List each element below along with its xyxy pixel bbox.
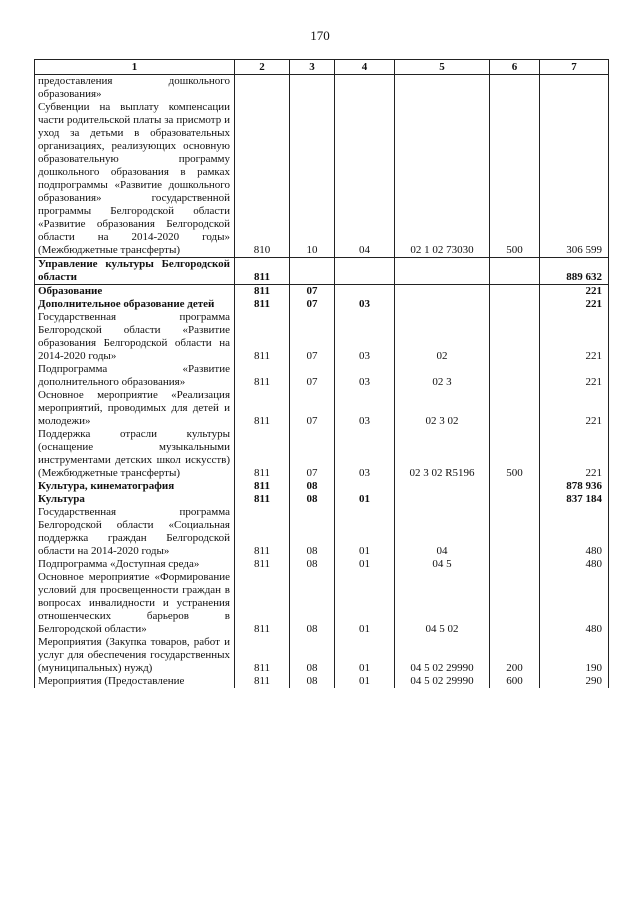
row-name: предоставления дошкольного образования»: [35, 75, 235, 102]
row-col-3: 08: [290, 558, 335, 571]
row-col-4: 03: [335, 298, 395, 311]
row-name: Поддержка отрасли культуры (оснащение музыкальными инструментами детских школ искусств) (Межбюджетные трансферты): [35, 428, 235, 480]
row-col-3: [290, 258, 335, 285]
row-col-7: 221: [540, 363, 609, 389]
table-row: [35, 571, 609, 636]
row-col-7: 306 599: [540, 101, 609, 258]
row-col-3: 07: [290, 298, 335, 311]
table-row: [35, 480, 609, 493]
row-col-3: 07: [290, 311, 335, 363]
row-col-4: 03: [335, 428, 395, 480]
column-header-2: 2: [235, 60, 290, 75]
column-header-1: 1: [35, 60, 235, 75]
budget-table: [34, 59, 609, 688]
row-col-7: 889 632: [540, 258, 609, 285]
row-col-7: 221: [540, 298, 609, 311]
row-col-2: 811: [235, 285, 290, 299]
row-col-6: [490, 558, 540, 571]
row-col-5: 04 5 02 29990: [395, 636, 490, 675]
row-col-4: 01: [335, 558, 395, 571]
row-col-5: 04 5 02: [395, 571, 490, 636]
row-col-5: 04 5 02 29990: [395, 675, 490, 688]
table-row: [35, 101, 609, 258]
row-col-7: 190: [540, 636, 609, 675]
row-col-2: [235, 75, 290, 102]
row-col-3: 07: [290, 389, 335, 428]
row-col-3: 08: [290, 493, 335, 506]
row-col-3: 08: [290, 480, 335, 493]
row-col-7: 480: [540, 558, 609, 571]
row-name: Основное мероприятие «Формирование условий для просвещенности граждан в вопросах инвалидности и устранения отношенческих барьеров в Белгородской области»: [35, 571, 235, 636]
row-col-6: 500: [490, 428, 540, 480]
column-header-6: 6: [490, 60, 540, 75]
row-name: Культура: [35, 493, 235, 506]
row-col-2: 811: [235, 506, 290, 558]
row-name: Дополнительное образование детей: [35, 298, 235, 311]
row-col-5: [395, 298, 490, 311]
row-col-2: 811: [235, 493, 290, 506]
row-col-4: 03: [335, 363, 395, 389]
row-col-4: [335, 285, 395, 299]
row-col-7: 878 936: [540, 480, 609, 493]
row-name: Подпрограмма «Доступная среда»: [35, 558, 235, 571]
row-col-3: [290, 75, 335, 102]
row-col-7: 480: [540, 506, 609, 558]
row-col-4: [335, 258, 395, 285]
row-col-5: [395, 480, 490, 493]
page-number: 170: [310, 28, 330, 43]
row-col-6: [490, 493, 540, 506]
row-col-2: 811: [235, 558, 290, 571]
row-col-6: [490, 298, 540, 311]
row-col-3: 08: [290, 571, 335, 636]
row-col-5: [395, 493, 490, 506]
row-col-6: [490, 75, 540, 102]
row-col-3: 10: [290, 101, 335, 258]
row-col-2: 811: [235, 298, 290, 311]
table-row: [35, 285, 609, 299]
table-row: [35, 493, 609, 506]
row-col-5: [395, 285, 490, 299]
row-col-3: 07: [290, 363, 335, 389]
row-col-6: [490, 311, 540, 363]
table-row: [35, 258, 609, 285]
row-name: Государственная программа Белгородской области «Социальная поддержка граждан Белгородской области на 2014-2020 годы»: [35, 506, 235, 558]
row-col-6: 600: [490, 675, 540, 688]
row-col-7: 480: [540, 571, 609, 636]
row-col-2: 811: [235, 389, 290, 428]
column-header-3: 3: [290, 60, 335, 75]
row-col-6: [490, 571, 540, 636]
row-col-5: 02 1 02 73030: [395, 101, 490, 258]
row-name: Государственная программа Белгородской области «Развитие образования Белгородской области на 2014-2020 годы»: [35, 311, 235, 363]
row-col-5: 04 5: [395, 558, 490, 571]
row-name: Управление культуры Белгородской области: [35, 258, 235, 285]
header-row: [35, 60, 609, 75]
row-col-7: [540, 75, 609, 102]
column-header-5: 5: [395, 60, 490, 75]
row-col-7: 290: [540, 675, 609, 688]
table-row: [35, 75, 609, 102]
row-col-7: 221: [540, 311, 609, 363]
row-col-6: [490, 480, 540, 493]
row-col-5: 02: [395, 311, 490, 363]
row-col-5: 04: [395, 506, 490, 558]
row-col-6: [490, 506, 540, 558]
row-col-7: 837 184: [540, 493, 609, 506]
row-col-4: [335, 480, 395, 493]
row-name: Образование: [35, 285, 235, 299]
row-col-5: [395, 258, 490, 285]
row-col-4: 01: [335, 506, 395, 558]
row-col-4: 01: [335, 571, 395, 636]
row-col-2: 811: [235, 636, 290, 675]
table-row: [35, 675, 609, 688]
row-col-6: [490, 389, 540, 428]
table-row: [35, 298, 609, 311]
row-name: Основное мероприятие «Реализация мероприятий, проводимых для детей и молодежи»: [35, 389, 235, 428]
table-row: [35, 558, 609, 571]
row-col-2: 811: [235, 571, 290, 636]
row-name: Культура, кинематография: [35, 480, 235, 493]
table-row: [35, 389, 609, 428]
table-row: [35, 311, 609, 363]
row-name: Мероприятия (Предоставление: [35, 675, 235, 688]
row-col-2: 811: [235, 258, 290, 285]
row-col-7: 221: [540, 285, 609, 299]
row-col-3: 08: [290, 675, 335, 688]
row-col-4: [335, 75, 395, 102]
row-col-2: 811: [235, 363, 290, 389]
row-col-2: 811: [235, 428, 290, 480]
row-name: Подпрограмма «Развитие дополнительного образования»: [35, 363, 235, 389]
row-col-6: [490, 363, 540, 389]
row-col-7: 221: [540, 389, 609, 428]
row-col-4: 03: [335, 389, 395, 428]
row-col-4: 01: [335, 636, 395, 675]
column-header-4: 4: [335, 60, 395, 75]
row-col-4: 03: [335, 311, 395, 363]
row-col-6: 500: [490, 101, 540, 258]
row-col-5: [395, 75, 490, 102]
row-col-5: 02 3 02: [395, 389, 490, 428]
row-col-6: 200: [490, 636, 540, 675]
row-col-2: 811: [235, 311, 290, 363]
row-col-3: 07: [290, 428, 335, 480]
row-col-6: [490, 258, 540, 285]
row-col-5: 02 3 02 R5196: [395, 428, 490, 480]
table-row: [35, 506, 609, 558]
row-col-2: 811: [235, 675, 290, 688]
table-row: [35, 636, 609, 675]
row-col-7: 221: [540, 428, 609, 480]
row-col-4: 01: [335, 493, 395, 506]
row-col-5: 02 3: [395, 363, 490, 389]
row-name: Субвенции на выплату компенсации части родительской платы за присмотр и уход за детьми в образовательных организациях, реализующих основную образовательную программу дошкольного образования в рамках подпрограммы «Развитие дошкольного образования» государственной программы Белгородской области «Развитие образования Белгородской области на 2014-2020 годы» (Межбюджетные трансферты): [35, 101, 235, 258]
row-col-2: 811: [235, 480, 290, 493]
row-col-2: 810: [235, 101, 290, 258]
row-col-4: 04: [335, 101, 395, 258]
row-col-3: 07: [290, 285, 335, 299]
table-row: [35, 428, 609, 480]
row-col-3: 08: [290, 506, 335, 558]
column-header-7: 7: [540, 60, 609, 75]
row-name: Мероприятия (Закупка товаров, работ и услуг для обеспечения государственных (муниципальных) нужд): [35, 636, 235, 675]
table-row: [35, 363, 609, 389]
row-col-3: 08: [290, 636, 335, 675]
row-col-6: [490, 285, 540, 299]
row-col-4: 01: [335, 675, 395, 688]
